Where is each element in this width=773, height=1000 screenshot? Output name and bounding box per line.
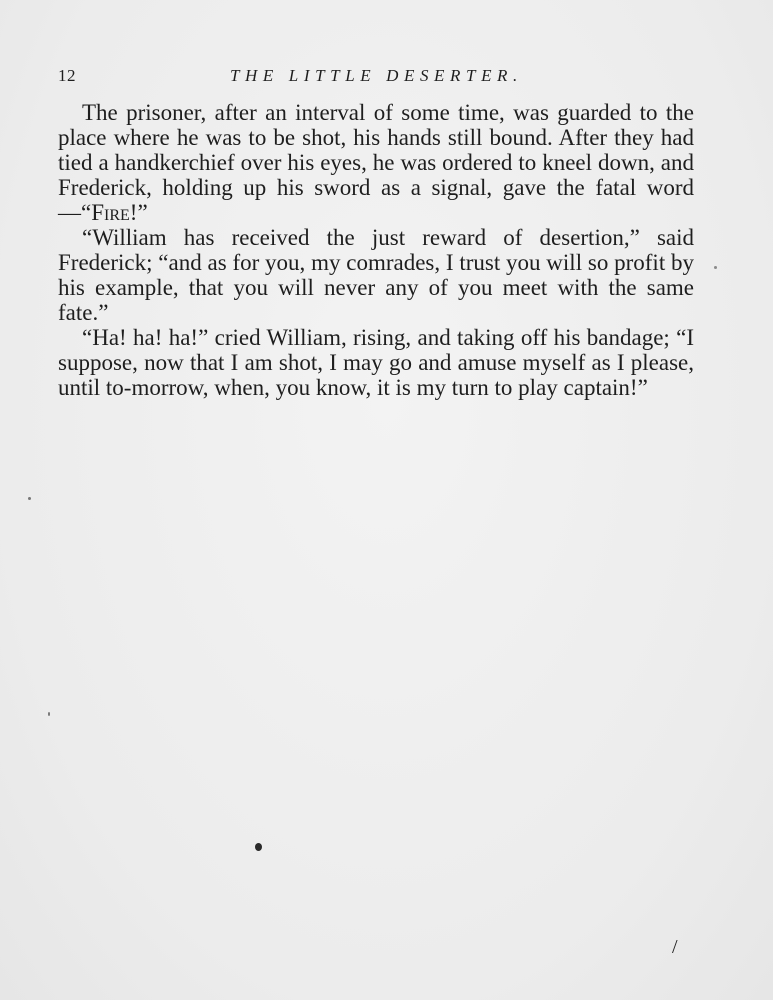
running-head: THE LITTLE DESERTER. xyxy=(230,66,523,85)
paragraph-2: “William has received the just reward of desertion,” said Frederick; “and as for you, my comrades, I trust you will so profit by his example, that you will never any of you meet with the same fate.” xyxy=(58,225,694,325)
ink-speck xyxy=(48,712,50,716)
margin-mark: / xyxy=(672,936,678,958)
paragraph-3: “Ha! ha! ha!” cried William, rising, and taking off his bandage; “I suppose, now that I am shot, I may go and amuse myself as I please, until to-morrow, when, you know, it is my turn to play captain!” xyxy=(58,325,694,400)
page-header xyxy=(58,66,698,88)
page-number: 12 xyxy=(58,66,76,85)
ink-speck xyxy=(255,843,262,851)
paragraph-1 xyxy=(58,100,694,225)
paragraph-1-text: The prisoner, after an interval of some time, was guarded to the place where he was to be shot, his hands still bound. After they had tied a handkerchief over his eyes, he was ordered to kneel down, and Frederick, holding up his sword as a signal, gave the fatal word—“ xyxy=(58,100,694,225)
ink-speck xyxy=(28,497,31,500)
ink-speck xyxy=(714,266,717,269)
body-text xyxy=(58,100,694,400)
fire-word: Fire xyxy=(91,200,130,225)
paragraph-1-end: !” xyxy=(129,200,148,225)
